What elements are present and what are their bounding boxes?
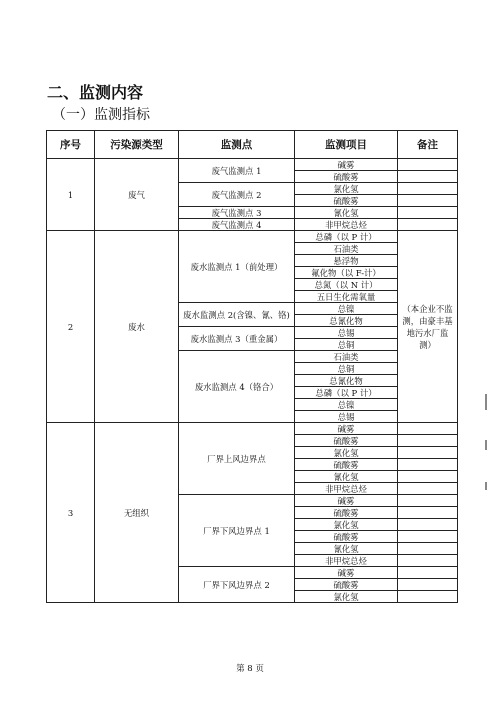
cell-index: 2 — [47, 231, 95, 423]
cell-note-empty — [398, 543, 458, 555]
table-row — [47, 423, 458, 435]
section-title: 二、监测内容 — [47, 83, 144, 102]
page-number: 第 8 页 — [236, 664, 264, 674]
header-item: 监测项目 — [295, 131, 398, 159]
cell-source-type: 无组织 — [95, 423, 179, 603]
cell-monitoring-item: 非甲烷总烃 — [295, 483, 398, 495]
header-point: 监测点 — [179, 131, 295, 159]
cell-monitoring-item: 总铜 — [295, 363, 398, 375]
scan-edge-mark — [485, 440, 487, 450]
cell-note-empty — [398, 171, 458, 183]
cell-monitoring-item: 氰化氢 — [295, 471, 398, 483]
cell-monitoring-item: 总氰化物 — [295, 375, 398, 387]
cell-monitoring-item: 硫酸雾 — [295, 531, 398, 543]
cell-monitoring-point: 废气监测点 3 — [179, 207, 295, 219]
cell-monitoring-item: 氯化氢 — [295, 447, 398, 459]
table-row — [47, 231, 458, 243]
cell-monitoring-item: 石油类 — [295, 243, 398, 255]
cell-monitoring-point: 厂界下风边界点 2 — [179, 567, 295, 603]
cell-monitoring-item: 总磷（以 P 计） — [295, 387, 398, 399]
cell-monitoring-item: 碱雾 — [295, 423, 398, 435]
cell-note-empty — [398, 495, 458, 507]
cell-note-empty — [398, 459, 458, 471]
cell-index: 3 — [47, 423, 95, 603]
table-header-row — [47, 131, 458, 159]
cell-note-empty — [398, 555, 458, 567]
header-source-type: 污染源类型 — [95, 131, 179, 159]
cell-monitoring-item: 非甲烷总烃 — [295, 219, 398, 231]
header-note: 备注 — [398, 131, 458, 159]
cell-note-empty — [398, 159, 458, 171]
cell-monitoring-item: 碱雾 — [295, 495, 398, 507]
header-index: 序号 — [47, 131, 95, 159]
table-row — [47, 159, 458, 171]
cell-monitoring-item: 氰化氢 — [295, 207, 398, 219]
cell-monitoring-item: 硫酸雾 — [295, 507, 398, 519]
cell-monitoring-item: 氯化氢 — [295, 519, 398, 531]
cell-monitoring-item: 总铜 — [295, 339, 398, 351]
cell-monitoring-item: 悬浮物 — [295, 255, 398, 267]
cell-note-empty — [398, 447, 458, 459]
cell-monitoring-item: 氯化氢 — [295, 183, 398, 195]
cell-note-empty — [398, 507, 458, 519]
cell-source-type: 废水 — [95, 231, 179, 423]
cell-monitoring-point: 厂界上风边界点 — [179, 423, 295, 495]
cell-source-type: 废气 — [95, 159, 179, 231]
cell-monitoring-item: 总氮（以 N 计） — [295, 279, 398, 291]
monitoring-indicator-table — [46, 130, 458, 603]
cell-note-empty — [398, 423, 458, 435]
cell-monitoring-point: 废气监测点 2 — [179, 183, 295, 207]
cell-monitoring-item: 总锡 — [295, 411, 398, 423]
cell-monitoring-point: 厂界下风边界点 1 — [179, 495, 295, 567]
scan-edge-mark — [485, 394, 487, 410]
cell-index: 1 — [47, 159, 95, 231]
cell-monitoring-item: 硫酸雾 — [295, 195, 398, 207]
cell-monitoring-point: 废水监测点 2(含镍、氰、铬) — [179, 303, 295, 327]
cell-monitoring-item: 五日生化需氧量 — [295, 291, 398, 303]
cell-note-empty — [398, 183, 458, 195]
cell-monitoring-item: 碱雾 — [295, 567, 398, 579]
cell-monitoring-item: 非甲烷总烃 — [295, 555, 398, 567]
cell-monitoring-item: 碱雾 — [295, 159, 398, 171]
cell-monitoring-item: 硫酸雾 — [295, 435, 398, 447]
cell-monitoring-item: 硫酸雾 — [295, 171, 398, 183]
cell-note-empty — [398, 195, 458, 207]
cell-note-empty — [398, 483, 458, 495]
table-body — [47, 159, 458, 603]
cell-monitoring-point: 废气监测点 1 — [179, 159, 295, 183]
cell-monitoring-item: 总锡 — [295, 327, 398, 339]
cell-monitoring-point: 废气监测点 4 — [179, 219, 295, 231]
cell-monitoring-item: 硫酸雾 — [295, 459, 398, 471]
cell-monitoring-item: 石油类 — [295, 351, 398, 363]
scan-edge-mark — [485, 482, 487, 490]
cell-monitoring-point: 废水监测点 4（铬合） — [179, 351, 295, 423]
cell-monitoring-point: 废水监测点 1（前处理） — [179, 231, 295, 303]
cell-note-empty — [398, 579, 458, 591]
cell-note-empty — [398, 591, 458, 603]
cell-note-empty — [398, 219, 458, 231]
cell-monitoring-item: 氯化氢 — [295, 591, 398, 603]
cell-note-empty — [398, 519, 458, 531]
cell-note: （本企业不监测，由豪丰基地污水厂监测） — [398, 231, 458, 423]
cell-note-empty — [398, 435, 458, 447]
cell-monitoring-item: 总镍 — [295, 303, 398, 315]
cell-note-empty — [398, 471, 458, 483]
cell-monitoring-item: 硫酸雾 — [295, 579, 398, 591]
cell-monitoring-item: 总氰化物 — [295, 315, 398, 327]
cell-monitoring-point: 废水监测点 3（重金属） — [179, 327, 295, 351]
cell-note-empty — [398, 531, 458, 543]
cell-note-empty — [398, 207, 458, 219]
cell-monitoring-item: 氟化物（以 F-计） — [295, 267, 398, 279]
subsection-title: （一）监测指标 — [52, 107, 150, 123]
cell-monitoring-item: 氰化氢 — [295, 543, 398, 555]
cell-note-empty — [398, 567, 458, 579]
cell-monitoring-item: 总磷（以 P 计） — [295, 231, 398, 243]
cell-monitoring-item: 总镍 — [295, 399, 398, 411]
